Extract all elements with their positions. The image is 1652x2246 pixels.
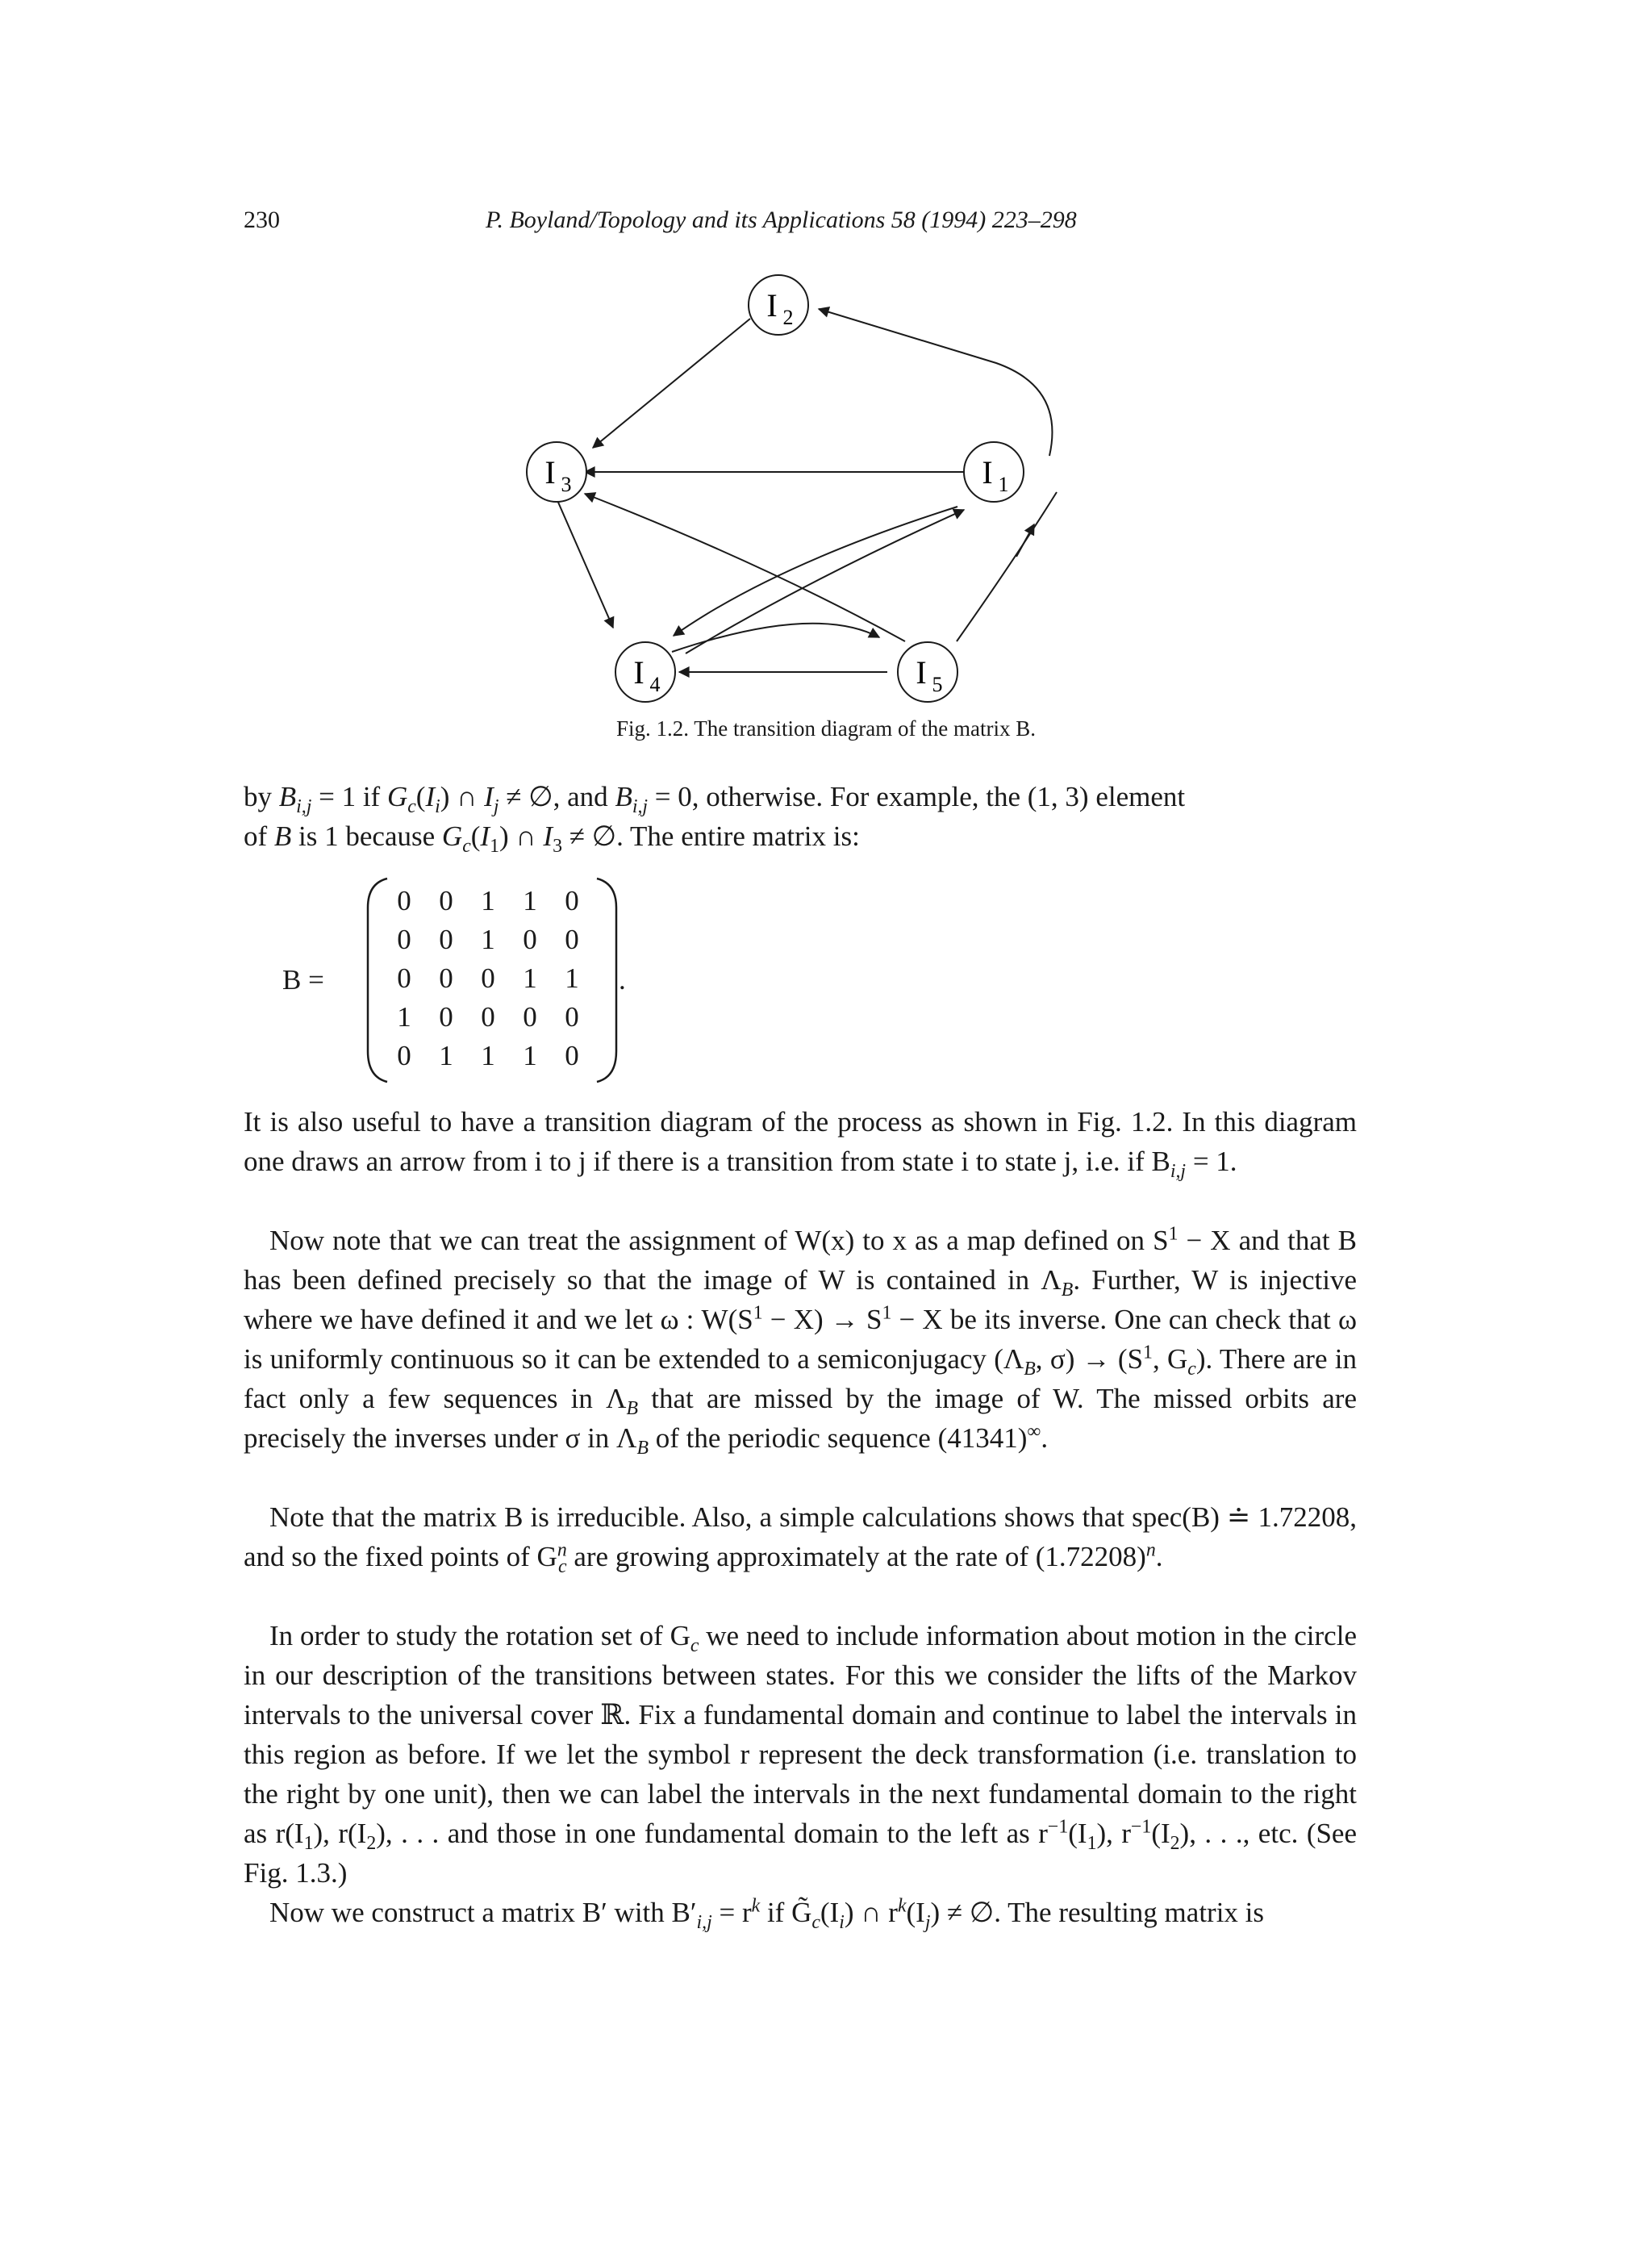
p3-text-i: that are missed by the image of W. The missed orbits are precisely the inverses under σ in Λ [244, 1383, 1357, 1454]
p3-text-c: . Further, W is injective where we have defined it and we let ω : W(S [244, 1264, 1357, 1335]
node-i1-sub: 1 [998, 473, 1009, 496]
node-i2-label: I [766, 287, 778, 324]
edge-i3-i4 [557, 499, 613, 628]
matrix-cell: 0 [397, 1040, 411, 1071]
node-i2-sub: 2 [782, 306, 794, 329]
p4-text-a: Note that the matrix B is irreducible. Also, a simple calculations shows that spec(B) ≐ 1.72208, and so the fixed points of G [244, 1501, 1357, 1572]
edge-i4-i1 [686, 510, 964, 653]
matrix-cell: 0 [565, 1001, 579, 1033]
node-i4-label: I [633, 654, 645, 691]
p3-text-k: . [1041, 1422, 1049, 1454]
page-number: 230 [244, 207, 280, 233]
p6-text-e: ) ∩ r [844, 1897, 898, 1928]
node-i4-sub: 4 [649, 673, 661, 696]
matrix-cell: 0 [439, 885, 453, 916]
matrix-cell: 0 [523, 924, 537, 955]
p3-text-f: , σ) → (S [1035, 1343, 1144, 1375]
matrix-cell: 0 [439, 962, 453, 994]
p4-text-c: . [1155, 1541, 1163, 1572]
matrix-cell: 1 [523, 885, 537, 916]
node-i5-label: I [916, 654, 927, 691]
matrix-cell: 0 [397, 885, 411, 916]
p6-text-f: (I [906, 1897, 925, 1928]
p2-text: It is also useful to have a transition diagram of the process as shown in Fig. 1.2. In this diagram one draws an arrow from i to j if there is a transition from state i to state j, i.e. if B [244, 1106, 1357, 1177]
p1-text-b: = 1 if [311, 781, 387, 812]
p5-text-a: In order to study the rotation set of G [269, 1620, 690, 1651]
matrix-cell: 0 [439, 924, 453, 955]
node-i1-label: I [982, 454, 993, 491]
matrix-cell: 0 [481, 962, 495, 994]
matrix-row [383, 959, 593, 998]
matrix-cell: 1 [481, 924, 495, 955]
paragraph-6: Now we construct a matrix B′ with $B'_{i,j} = r^k$ if $G̃_c(I_i)$ ∩ $r^k(I_j)$ ≠ ∅. The resulting matrix is [269, 1895, 1265, 1933]
edge-i4-i5 [672, 624, 879, 652]
matrix-grid [383, 882, 593, 1075]
matrix-cell: 1 [481, 885, 495, 916]
paragraph-2: It is also useful to have a transition diagram of the process as shown in Fig. 1.2. In this diagram one draws an arrow from i to j if there is a transition from state i to state j, i.e. if $B_{i,j} = 1$. [244, 1106, 1357, 1182]
node-i5 [898, 642, 957, 702]
paragraph-1: by $B_{i,j} = 1$ if $G_c(I_i)$ ∩ $I_j$ ≠ ∅, and $B_{i,j} = 0$, otherwise. For example, the (1, 3) element of B is 1 because $G_c(I_1)$ ∩ $I_3$ ≠ ∅. The entire matrix is: [244, 781, 1186, 857]
matrix-cell: 0 [481, 1001, 495, 1033]
edge-i1-i2 [819, 309, 1052, 456]
p5-text-f: ), r [1096, 1818, 1131, 1849]
p6-text-a: Now we construct a matrix B′ with B′ [269, 1897, 697, 1928]
matrix-cell: 0 [397, 962, 411, 994]
diagram-nodes [527, 275, 1024, 702]
matrix-cell: 1 [523, 1040, 537, 1071]
p1-text-c: ≠ ∅, and [499, 781, 615, 812]
node-i3-label: I [544, 454, 556, 491]
node-i3-sub: 3 [561, 473, 572, 496]
node-i4 [615, 642, 675, 702]
p1-text-e: of [244, 820, 274, 852]
matrix-cell: 0 [565, 885, 579, 916]
paragraph-5: In order to study the rotation set of $G_c$ we need to include information about motion in the circle in our description of the transitions between states. For this we consider the lifts of the Markov intervals to the universal cover ℝ. Fix a fundamental domain and continue to label the intervals in this region as before. If we let the symbol r represent the deck transformation (i.e. translation to the right by one unit), then we can label the intervals in the next fundamental domain to the right as $r(I_1)$, $r(I_2)$, . . . and those in one fundamental domain to the left as $r^{-1}(I_1)$, $r^{-1}(I_2)$, . . ., etc. (See Fig. 1.3.) [244, 1620, 1358, 1889]
p4-text-b: are growing approximately at the rate of (1.72208) [566, 1541, 1146, 1572]
p6-text-b: = r [711, 1897, 752, 1928]
p5-text-h: ), . . ., etc. (See Fig. 1.3.) [244, 1818, 1358, 1889]
p3-text-h: ). There are in fact only a few sequences in Λ [244, 1343, 1357, 1414]
p3-text-b: − X and that B has been defined precisely so that the image of W is contained in Λ [244, 1225, 1357, 1296]
edge-i2-i3 [593, 319, 750, 448]
p5-text-e: (I [1068, 1818, 1087, 1849]
transition-diagram-figure [0, 0, 1652, 766]
transition-diagram [0, 0, 1652, 766]
p1-text-f: is 1 because [291, 820, 442, 852]
paragraph-4: Note that the matrix B is irreducible. Also, a simple calculations shows that spec(B) ≐ 1.72208, and so the fixed points of $G^n_c$ are growing approximately at the rate of $(1.72208)^n$. [244, 1501, 1357, 1577]
p5-text-g: (I [1151, 1818, 1170, 1849]
matrix-cell: 1 [523, 962, 537, 994]
p1-text-d: = 0, otherwise. For example, the (1, 3) element [648, 781, 1186, 812]
matrix-row [383, 882, 593, 921]
p3-text-d: − X) → S [762, 1304, 882, 1335]
node-i5-sub: 5 [932, 673, 943, 696]
p1-text-a: by [244, 781, 279, 812]
p6-text-d: (I [820, 1897, 840, 1928]
matrix-b [274, 875, 758, 1085]
matrix-cell: 0 [565, 924, 579, 955]
edge-i1-i4 [674, 507, 957, 636]
node-i2 [749, 275, 808, 335]
p6-text-g: ) ≠ ∅. The resulting matrix is [930, 1897, 1265, 1928]
matrix-row [383, 921, 593, 959]
node-i3 [527, 442, 586, 502]
p5-text-d: ), . . . and those in one fundamental domain to the left as r [376, 1818, 1048, 1849]
p1-text-g: ≠ ∅. The entire matrix is: [561, 820, 860, 852]
matrix-cell: 1 [397, 1001, 411, 1033]
p3-text-g: , G [1152, 1343, 1188, 1375]
edge-i1-i5-head [1016, 524, 1034, 557]
matrix-row [383, 998, 593, 1037]
edge-i5-i1 [957, 492, 1057, 641]
matrix-cell: 1 [439, 1040, 453, 1071]
p6-text-c: if G̃ [760, 1897, 812, 1928]
figure-caption: Fig. 1.2. The transition diagram of the matrix B. [616, 716, 1036, 741]
p3-text-j: of the periodic sequence (41341) [648, 1422, 1028, 1454]
matrix-cell: 0 [565, 1040, 579, 1071]
p5-text-b: we need to include information about motion in the circle in our description of the transitions between states. For this we consider the lifts of the Markov intervals to the universal cover ℝ. Fix a fundamental domain and continue to label the intervals in this region as before. If we let the symbol r represent the deck transformation (i.e. translation to the right by one unit), then we can label the intervals in the next fundamental domain to the right as r(I [244, 1620, 1357, 1849]
matrix-cell: 0 [523, 1001, 537, 1033]
matrix-label: B = [282, 964, 324, 996]
running-head: P. Boyland/Topology and its Applications 58 (1994) 223–298 [486, 207, 1077, 233]
paragraph-3: Now note that we can treat the assignment of W(x) to x as a map defined on $S^1 - X$ and that B has been defined precisely so that the image of W is contained in $\Lambda_B$. Further, W is injective where we have defined it and we let ω : $W(S^1 - X) \to S^1 - X$ be its inverse. One can check that ω is uniformly continuous so it can be extended to a semiconjugacy ($\Lambda_B$, $\sigma) \to (S^1$, $G_c$). There are in fact only a few sequences in $\Lambda_B$ that are missed by the image of W. The missed orbits are precisely the inverses under σ in $\Lambda_B$ of the periodic sequence (41341)∞. [244, 1223, 1357, 1459]
node-i1 [964, 442, 1024, 502]
matrix-period: . [619, 964, 626, 996]
matrix-row [383, 1037, 593, 1075]
p3-text-a: Now note that we can treat the assignment of W(x) to x as a map defined on S [269, 1225, 1169, 1256]
p3-text-e: − X be its inverse. One can check that ω is uniformly continuous so it can be extended to a semiconjugacy (Λ [244, 1304, 1357, 1375]
matrix-cell: 1 [481, 1040, 495, 1071]
p5-text-c: ), r(I [313, 1818, 367, 1849]
matrix-cell: 0 [439, 1001, 453, 1033]
matrix-cell: 1 [565, 962, 579, 994]
matrix-cell: 0 [397, 924, 411, 955]
